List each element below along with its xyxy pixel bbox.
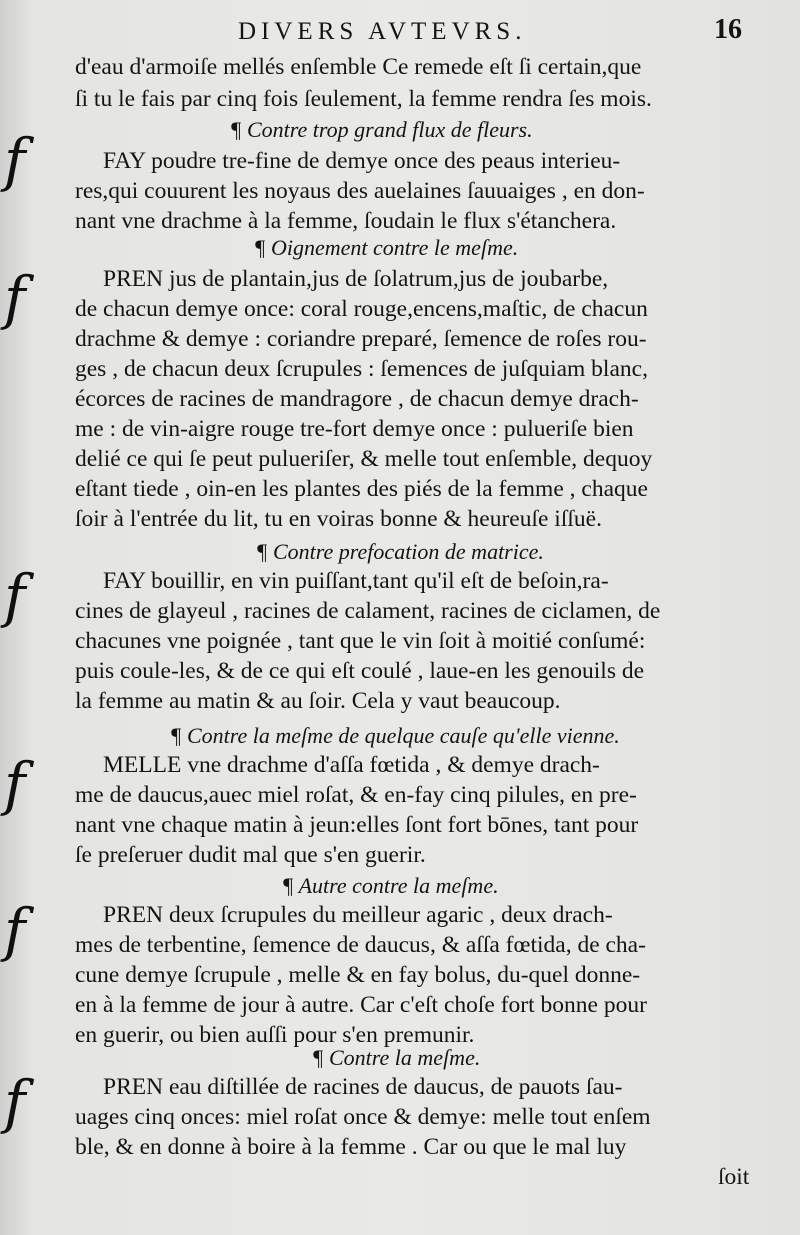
text-line: ſi tu le fais par cinq fois ſeulement, la femme rendra ſes mois. <box>75 86 652 112</box>
text-line: ges , de chacun deux ſcrupules : ſemences de juſquiam blanc, <box>75 356 648 382</box>
text-line: puis coule-les, & de ce qui eſt coulé , laue-en les genouils de <box>75 658 645 684</box>
text-line: drachme & demye : coriandre preparé, ſemence de roſes rou- <box>75 326 647 352</box>
text-line: en à la femme de jour à autre. Car c'eſt choſe fort bonne pour <box>75 992 647 1018</box>
catchword: ſoit <box>718 1164 750 1190</box>
page-number: 16 <box>714 14 742 45</box>
text-line: eſtant tiede , oin-en les plantes des piés de la femme , chaque <box>75 476 648 502</box>
margin-annotation-mark: f <box>4 562 26 630</box>
margin-annotation-mark: f <box>4 896 26 964</box>
text-line: FAY bouillir, en vin puiſſant,tant qu'il eſt de beſoin,ra- <box>103 568 609 594</box>
text-line: MELLE vne drachme d'aſſa fœtida , & demye drach- <box>103 752 600 778</box>
text-line: chacunes vne poignée , tant que le vin ſoit à moitié conſumé: <box>75 628 646 654</box>
margin-annotation-mark: f <box>4 750 26 818</box>
section-heading: ¶ Oignement contre le meſme. <box>254 235 519 260</box>
text-line: PREN eau diſtillée de racines de daucus, de pauots ſau- <box>103 1074 623 1100</box>
section-heading: ¶ Contre trop grand flux de fleurs. <box>230 117 533 142</box>
text-line: PREN deux ſcrupules du meilleur agaric , deux drach- <box>103 902 613 928</box>
section-heading: ¶ Contre la meſme de quelque cauſe qu'elle vienne. <box>170 723 620 748</box>
text-line: me de daucus,auec miel roſat, & en-fay cinq pilules, en pre- <box>75 782 637 808</box>
text-line: uages cinq onces: miel roſat once & demye: melle tout enſem <box>75 1104 651 1130</box>
text-line: PREN jus de plantain,jus de ſolatrum,jus de joubarbe, <box>103 266 609 292</box>
margin-annotation-mark: f <box>4 126 26 194</box>
margin-annotation-mark: f <box>4 1068 26 1136</box>
text-line: d'eau d'armoiſe mellés enſemble Ce remede eſt ſi certain,que <box>75 54 642 80</box>
text-line: en guerir, ou bien auſſi pour s'en premunir. <box>75 1022 475 1048</box>
section-heading: ¶ Autre contre la meſme. <box>282 873 499 898</box>
text-line: ſe preſeruer dudit mal que s'en guerir. <box>75 842 426 868</box>
text-line: nant vne chaque matin à jeun:elles ſont fort bōnes, tant pour <box>75 812 639 838</box>
text-line: écorces de racines de mandragore , de chacun demye drach- <box>75 386 639 412</box>
text-line: mes de terbentine, ſemence de daucus, & aſſa fœtida, de cha- <box>75 932 646 958</box>
text-line: me : de vin-aigre rouge tre-fort demye once : pulueriſe bien <box>75 416 634 442</box>
margin-annotation-mark: f <box>4 264 26 332</box>
section-heading: ¶ Contre la meſme. <box>312 1045 481 1070</box>
text-line: ſoir à l'entrée du lit, tu en voiras bonne & heureuſe iſſuë. <box>75 506 602 532</box>
section-heading: ¶ Contre prefocation de matrice. <box>256 539 544 564</box>
text-line: nant vne drachme à la femme, ſoudain le flux s'étanchera. <box>75 208 617 234</box>
text-line: delié ce qui ſe peut pulueriſer, & melle tout enſemble, dequoy <box>75 446 653 472</box>
text-line: ble, & en donne à boire à la femme . Car ou que le mal luy <box>75 1134 627 1160</box>
text-line: cune demye ſcrupule , melle & en fay bolus, du-quel donne- <box>75 962 641 988</box>
text-line: de chacun demye once: coral rouge,encens,maſtic, de chacun <box>75 296 648 322</box>
text-line: FAY poudre tre-fine de demye once des peaus interieu- <box>103 148 621 174</box>
text-line: la femme au matin & au ſoir. Cela y vaut beaucoup. <box>75 688 561 714</box>
text-line: cines de glayeul , racines de calament, racines de ciclamen, de <box>75 598 661 624</box>
text-line: res,qui couurent les noyaus des auelaines ſauuaiges , en don- <box>75 178 645 204</box>
running-head: DIVERS AVTEVRS. <box>238 18 527 45</box>
